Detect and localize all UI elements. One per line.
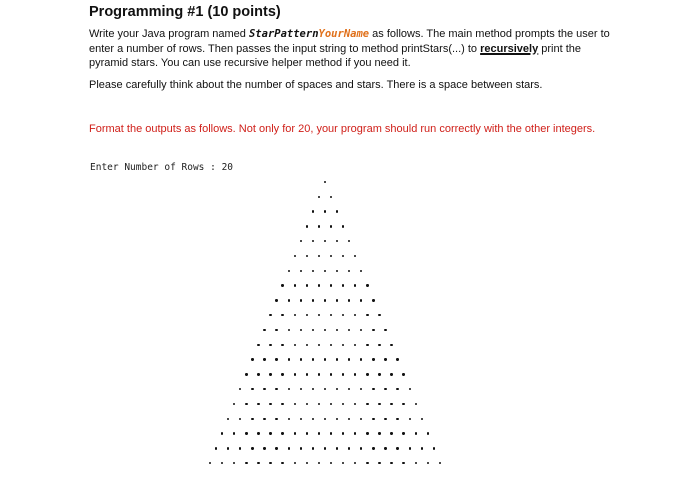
- pyramid-star: [342, 284, 344, 286]
- pyramid-star: [312, 210, 314, 212]
- pyramid-star: [396, 388, 398, 390]
- pyramid-star: [378, 344, 380, 346]
- pyramid-star: [245, 462, 247, 464]
- pyramid-star: [318, 432, 320, 434]
- pyramid-star: [312, 418, 314, 420]
- pyramid-star: [348, 240, 350, 242]
- pyramid-star: [402, 432, 404, 434]
- pyramid-star: [354, 373, 356, 375]
- pyramid-star: [396, 418, 398, 420]
- pyramid-star: [348, 388, 350, 390]
- pyramid-star: [288, 388, 290, 390]
- pyramid-star: [330, 284, 332, 286]
- pyramid-star: [318, 255, 320, 257]
- pyramid-star: [312, 240, 314, 242]
- pyramid-star: [427, 462, 429, 464]
- pyramid-star: [294, 403, 296, 405]
- pyramid-star: [390, 403, 392, 405]
- pyramid-star: [421, 418, 423, 420]
- pyramid-star: [378, 462, 380, 464]
- pyramid-star: [300, 270, 302, 272]
- pyramid-star: [384, 329, 386, 331]
- pyramid-star: [294, 462, 296, 464]
- pyramid-star: [366, 284, 368, 286]
- pyramid-star: [300, 240, 302, 242]
- pyramid-star: [402, 462, 404, 464]
- pyramid-star: [342, 255, 344, 257]
- pyramid-star: [257, 462, 259, 464]
- pyramid-star: [324, 358, 326, 360]
- pyramid-star: [288, 329, 290, 331]
- class-name-part2: YourName: [318, 28, 370, 40]
- pyramid-star: [342, 314, 344, 316]
- pyramid-star: [275, 329, 277, 331]
- pyramid-star: [300, 299, 302, 301]
- pyramid-star: [257, 373, 259, 375]
- pyramid-star: [342, 403, 344, 405]
- pyramid-star: [360, 270, 362, 272]
- pyramid-star: [312, 329, 314, 331]
- recursively-emphasis: recursively: [480, 42, 539, 55]
- pyramid-star: [342, 344, 344, 346]
- pyramid-star: [281, 284, 283, 286]
- pyramid-star: [233, 462, 235, 464]
- pyramid-star: [360, 329, 362, 331]
- pyramid-star: [318, 344, 320, 346]
- pyramid-star: [384, 388, 386, 390]
- pyramid-star: [378, 373, 380, 375]
- pyramid-star: [402, 403, 404, 405]
- pyramid-star: [372, 358, 374, 360]
- pyramid-star: [396, 358, 398, 360]
- pyramid-star: [366, 462, 368, 464]
- console-input: 20: [221, 162, 234, 173]
- pyramid-star: [372, 329, 374, 331]
- pyramid-star: [239, 418, 241, 420]
- pyramid-star: [251, 418, 253, 420]
- pyramid-star: [245, 373, 247, 375]
- pyramid-star: [384, 358, 386, 360]
- pyramid-star: [294, 344, 296, 346]
- pyramid-star: [288, 447, 290, 449]
- pyramid-star: [275, 299, 277, 301]
- instructions-paragraph: [89, 27, 619, 71]
- pyramid-star: [354, 403, 356, 405]
- pyramid-star: [427, 432, 429, 434]
- pyramid-star: [342, 225, 344, 227]
- assignment-title: Programming #1 (10 points): [89, 4, 281, 20]
- pyramid-star: [324, 270, 326, 272]
- pyramid-star: [288, 270, 290, 272]
- pyramid-star: [402, 373, 404, 375]
- spacing-note: Please carefully think about the number of spaces and stars. There is a space between stars.: [89, 79, 543, 91]
- pyramid-star: [421, 447, 423, 449]
- pyramid-star: [275, 358, 277, 360]
- pyramid-star: [433, 447, 435, 449]
- console-prompt-line: [90, 162, 233, 173]
- format-note: Format the outputs as follows. Not only for 20, your program should run correctly with the other integers.: [89, 123, 596, 135]
- pyramid-star: [306, 462, 308, 464]
- pyramid-star: [330, 196, 332, 198]
- pyramid-star: [300, 388, 302, 390]
- pyramid-star: [354, 462, 356, 464]
- instructions-text-start: Write your Java program named: [89, 28, 249, 40]
- pyramid-star: [378, 314, 380, 316]
- pyramid-star: [294, 255, 296, 257]
- pyramid-star: [330, 255, 332, 257]
- pyramid-star: [288, 418, 290, 420]
- pyramid-star: [348, 329, 350, 331]
- pyramid-star: [233, 403, 235, 405]
- pyramid-star: [245, 432, 247, 434]
- pyramid-star: [215, 447, 217, 449]
- pyramid-star: [281, 314, 283, 316]
- pyramid-star: [324, 329, 326, 331]
- pyramid-star: [336, 388, 338, 390]
- pyramid-star: [360, 358, 362, 360]
- pyramid-star: [336, 358, 338, 360]
- pyramid-star: [239, 388, 241, 390]
- pyramid-star: [366, 403, 368, 405]
- pyramid-star: [209, 462, 211, 464]
- pyramid-star: [415, 462, 417, 464]
- pyramid-star: [390, 344, 392, 346]
- pyramid-star: [366, 373, 368, 375]
- pyramid-star: [275, 447, 277, 449]
- pyramid-star: [263, 447, 265, 449]
- pyramid-star: [318, 225, 320, 227]
- pyramid-star: [294, 284, 296, 286]
- pyramid-star: [281, 403, 283, 405]
- pyramid-star: [294, 432, 296, 434]
- pyramid-star: [324, 388, 326, 390]
- pyramid-star: [306, 225, 308, 227]
- pyramid-star: [384, 447, 386, 449]
- pyramid-star: [330, 432, 332, 434]
- pyramid-star: [378, 432, 380, 434]
- pyramid-star: [294, 314, 296, 316]
- pyramid-star: [239, 447, 241, 449]
- pyramid-star: [269, 462, 271, 464]
- pyramid-star: [288, 358, 290, 360]
- pyramid-star: [342, 432, 344, 434]
- pyramid-star: [221, 462, 223, 464]
- pyramid-star: [306, 403, 308, 405]
- pyramid-star: [372, 418, 374, 420]
- pyramid-star: [318, 403, 320, 405]
- pyramid-star: [384, 418, 386, 420]
- pyramid-star: [324, 418, 326, 420]
- pyramid-star: [330, 344, 332, 346]
- pyramid-star: [324, 210, 326, 212]
- pyramid-star: [372, 299, 374, 301]
- pyramid-star: [324, 299, 326, 301]
- pyramid-star: [233, 432, 235, 434]
- instructions-text-middle: as follows. The main method prompts the user to enter a number of rows. Then passes the input string to method printStars(...) to: [89, 28, 610, 55]
- pyramid-star: [366, 314, 368, 316]
- pyramid-star: [330, 373, 332, 375]
- pyramid-star: [269, 373, 271, 375]
- pyramid-star: [245, 403, 247, 405]
- pyramid-star: [306, 314, 308, 316]
- pyramid-star: [354, 255, 356, 257]
- pyramid-star: [390, 432, 392, 434]
- pyramid-star: [372, 388, 374, 390]
- pyramid-star: [336, 270, 338, 272]
- pyramid-star: [318, 196, 320, 198]
- pyramid-star: [300, 358, 302, 360]
- pyramid-star: [409, 418, 411, 420]
- pyramid-star: [227, 418, 229, 420]
- pyramid-star: [312, 388, 314, 390]
- pyramid-star: [336, 418, 338, 420]
- pyramid-star: [439, 462, 441, 464]
- pyramid-star: [306, 284, 308, 286]
- pyramid-star: [354, 432, 356, 434]
- pyramid-star: [281, 432, 283, 434]
- pyramid-star: [269, 432, 271, 434]
- pyramid-star: [300, 329, 302, 331]
- pyramid-star: [324, 240, 326, 242]
- pyramid-star: [269, 403, 271, 405]
- pyramid-star: [221, 432, 223, 434]
- pyramid-star: [300, 447, 302, 449]
- pyramid-star: [312, 270, 314, 272]
- pyramid-star: [300, 418, 302, 420]
- pyramid-star: [360, 447, 362, 449]
- pyramid-star: [269, 344, 271, 346]
- pyramid-star: [348, 418, 350, 420]
- pyramid-star: [336, 210, 338, 212]
- instructions-text-end: print the pyramid stars. You can use recursive helper method if you need it.: [89, 42, 582, 70]
- pyramid-star: [409, 388, 411, 390]
- class-name-part1: StarPattern: [248, 28, 319, 40]
- pyramid-star: [330, 403, 332, 405]
- pyramid-star: [354, 344, 356, 346]
- pyramid-star: [318, 462, 320, 464]
- pyramid-star: [257, 403, 259, 405]
- pyramid-star: [263, 388, 265, 390]
- pyramid-star: [263, 418, 265, 420]
- pyramid-star: [324, 447, 326, 449]
- pyramid-star: [318, 284, 320, 286]
- pyramid-star: [366, 344, 368, 346]
- pyramid-star: [281, 344, 283, 346]
- pyramid-star: [330, 462, 332, 464]
- pyramid-star: [348, 270, 350, 272]
- pyramid-star: [336, 447, 338, 449]
- pyramid-star: [330, 225, 332, 227]
- pyramid-star: [263, 358, 265, 360]
- pyramid-star: [366, 432, 368, 434]
- pyramid-star: [415, 432, 417, 434]
- pyramid-star: [336, 299, 338, 301]
- pyramid-star: [396, 447, 398, 449]
- pyramid-star: [288, 299, 290, 301]
- pyramid-star: [281, 373, 283, 375]
- pyramid-star: [251, 358, 253, 360]
- pyramid-star: [378, 403, 380, 405]
- pyramid-star: [312, 358, 314, 360]
- pyramid-star: [263, 329, 265, 331]
- pyramid-star: [275, 388, 277, 390]
- pyramid-star: [336, 329, 338, 331]
- pyramid-star: [306, 255, 308, 257]
- pyramid-star: [409, 447, 411, 449]
- pyramid-star: [294, 373, 296, 375]
- pyramid-star: [306, 432, 308, 434]
- pyramid-star: [348, 447, 350, 449]
- pyramid-star: [390, 462, 392, 464]
- console-prompt: Enter Number of Rows :: [90, 162, 222, 173]
- pyramid-star: [354, 314, 356, 316]
- pyramid-star: [354, 284, 356, 286]
- pyramid-star: [275, 418, 277, 420]
- pyramid-star: [269, 314, 271, 316]
- pyramid-star: [257, 432, 259, 434]
- pyramid-star: [348, 299, 350, 301]
- pyramid-star: [360, 388, 362, 390]
- pyramid-star: [227, 447, 229, 449]
- pyramid-star: [372, 447, 374, 449]
- pyramid-star: [360, 299, 362, 301]
- pyramid-star: [342, 462, 344, 464]
- pyramid-star: [342, 373, 344, 375]
- pyramid-star: [318, 373, 320, 375]
- pyramid-star: [348, 358, 350, 360]
- pyramid-star: [415, 403, 417, 405]
- pyramid-star: [251, 447, 253, 449]
- pyramid-star: [281, 462, 283, 464]
- pyramid-star: [336, 240, 338, 242]
- pyramid-star: [306, 344, 308, 346]
- pyramid-star: [324, 181, 326, 183]
- pyramid-star: [251, 388, 253, 390]
- program-class-name: [249, 28, 369, 40]
- pyramid-star: [312, 299, 314, 301]
- pyramid-star: [257, 344, 259, 346]
- pyramid-star: [330, 314, 332, 316]
- pyramid-star: [390, 373, 392, 375]
- pyramid-star: [318, 314, 320, 316]
- pyramid-star: [306, 373, 308, 375]
- pyramid-star: [312, 447, 314, 449]
- pyramid-star: [360, 418, 362, 420]
